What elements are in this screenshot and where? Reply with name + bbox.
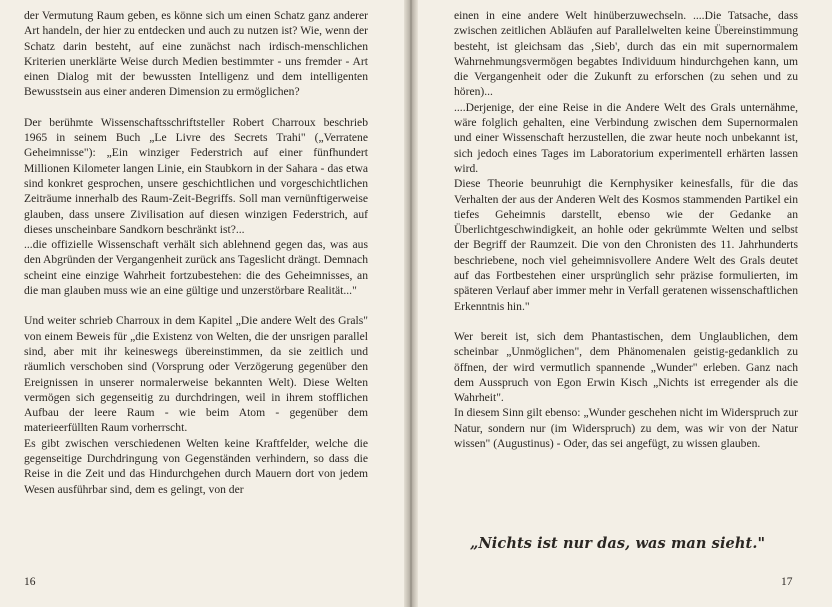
paragraph: Und weiter schrieb Charroux in dem Kapitel „Die andere Welt des Grals" von einem Beweis für „die Existenz von Welten, die der unsrigen parallel sind, aber mit ihr keineswegs übereinstimmen, da sie zeitlich und räumlich verschoben sind (Vorsprung oder Verzögerung gegenüber den Ereignissen in unserer normalerweise bekannten Welt). Diese Welten vermögen sich gegenseitig zu durchdringen, weil in ihrem stofflichen Aufbau der leere Raum - wie beim Atom - gegenüber dem materieerfüllten Raum vorherrscht. bbox=[24, 314, 368, 435]
paragraph: ...die offizielle Wissenschaft verhält sich ablehnend gegen das, was aus den Abgründen der Vergangenheit zurück ans Tageslicht drängt. Demnach scheint eine einzige Wahrheit fortzubestehen: die des Geheimnisses, an die man glauben muss wie an eine gültige und unzerstörbare Realität..." bbox=[24, 238, 368, 298]
book-gutter bbox=[404, 0, 418, 607]
page-number-left: 16 bbox=[24, 576, 36, 588]
paragraph: Der berühmte Wissenschaftsschriftsteller Robert Charroux beschrieb 1965 in seinem Buch „Le Livre des Secrets Trahi" („Verratene Geheimnisse"): „Ein winziger Federstrich auf einer fünfhundert Millionen Kilometer langen Linie, ein Staubkorn in der Sahara - das etwa sind konkret gesprochen, unsere geschichtlichen und vorgeschichtlichen Zeiträume innerhalb des Raum-Zeit-Begriffs. Soll man vernünftigerweise glauben, dass unsere Zivilisation auf diesen winzigen Federstrich, auf dieses unscheinbare Sandkorn beschränkt ist?... bbox=[24, 115, 368, 236]
pull-quote: „Nichts ist nur das, was man sieht." bbox=[470, 535, 766, 552]
page-number-right: 17 bbox=[781, 576, 793, 588]
paragraph: In diesem Sinn gilt ebenso: „Wunder geschehen nicht im Widerspruch zur Natur, sondern nur (im Widerspruch) zu dem, was wir von der Natur wissen" (Augustinus) - Oder, das sei angefügt, zu wissen glauben. bbox=[454, 406, 798, 451]
paragraph: Diese Theorie beunruhigt die Kernphysiker keinesfalls, für die das Verhalten der aus der Anderen Welt des Kosmos stammenden Partikel ein tiefes Geheimnis darstellt, ebenso wie der Gedanke an Überlichtgeschwindigkeit, an hohle oder gekrümmte Welten und selbst der Begriff der Raumzeit. Die von den Chronisten des 11. Jahrhunderts beschriebene, noch viel geheimnisvollere Andere Welt des Grals deutet auf das Fortbestehen einer ursprünglich sehr präzise formulierten, im späteren Verlauf aber immer mehr in Verfall geratenen wissenschaftlichen Erkenntnis hin." bbox=[454, 177, 798, 313]
paragraph: Es gibt zwischen verschiedenen Welten keine Kraftfelder, welche die gegenseitige Durchdringung von Gegenständen verhindern, so dass die Reise in die Zeit und das Hindurchgehen durch Mauern dort von jedem Wesen ausführbar sind, dem es gelingt, von der bbox=[24, 436, 368, 496]
left-page bbox=[24, 8, 368, 497]
paragraph: Wer bereit ist, sich dem Phantastischen, dem Unglaublichen, dem scheinbar „Unmöglichen", dem Phänomenalen geistig-gedanklich zu öffnen, der wird vermutlich spannende „Wunder" erleben. Ganz nach dem Ausspruch von Egon Erwin Kisch „Nichts ist erregender als die Wahrheit". bbox=[454, 329, 798, 405]
paragraph: der Vermutung Raum geben, es könne sich um einen Schatz ganz anderer Art handeln, der hier zu entdecken und auch zu nutzen ist? Wie, wenn der Schatz darin besteht, auf eine zunächst nach irdisch-menschlichen Kriterien unerklärte Weise durch Medien bestimmter - uns fremder - Art einen Dialog mit der bewussten Intelligenz und dem intelligenten Bewusstsein aus einer anderen Dimension zu ermöglichen? bbox=[24, 9, 368, 99]
paragraph: einen in eine andere Welt hinüberzuwechseln. ....Die Tatsache, dass zwischen zeitlichen Abläufen auf Parallelwelten keine Übereinstimmung besteht, ist gleichsam das ‚Sieb', durch das ein mit supernormalem Wahrnehmungsvermögen begabtes Individuum hindurchgehen kann, um die Vergangenheit oder die Zukunft zu erforschen (zu sehen und zu hören)... bbox=[454, 9, 798, 99]
paragraph: ....Derjenige, der eine Reise in die Andere Welt des Grals unternähme, wäre folglich gehalten, eine Verbindung zwischen dem Supernormalen und einer Wissenschaft herzustellen, die zwar heute noch unbekannt ist, sich jedoch eines Tages im Laboratorium experimentell erhärten lassen wird. bbox=[454, 100, 798, 175]
right-page bbox=[454, 8, 798, 451]
